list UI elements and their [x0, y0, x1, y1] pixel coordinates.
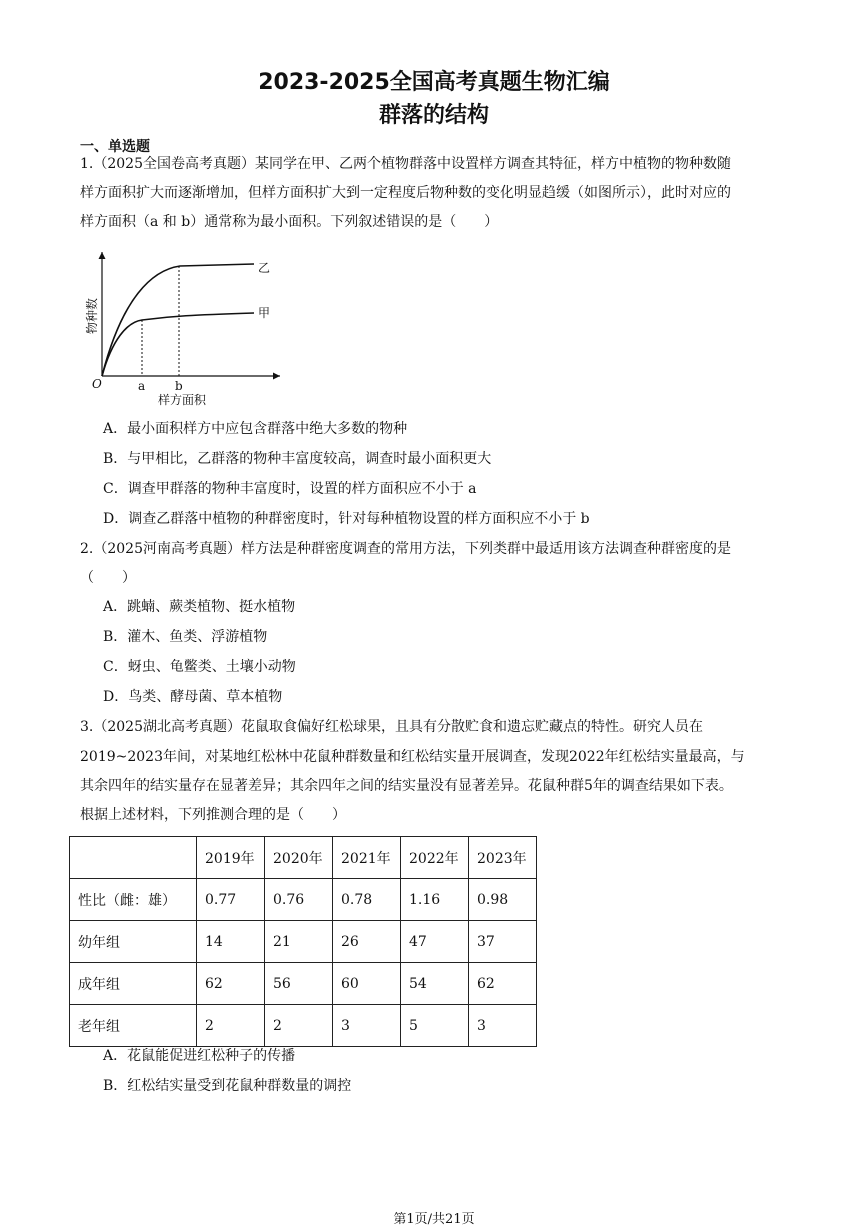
- y-axis-label: 物种数: [85, 297, 99, 334]
- question-1-stem-line-3: 样方面积（a 和 b）通常称为最小面积。下列叙述错误的是（ ）: [80, 214, 499, 230]
- series-label-jia: 甲: [258, 306, 271, 320]
- table-header-cell: 2023年: [469, 837, 537, 879]
- table-header-cell: 2022年: [401, 837, 469, 879]
- table-header-cell: [70, 837, 197, 879]
- question-2-option-c: C．蚜虫、龟鳖类、土壤小动物: [103, 659, 296, 675]
- table-row: [70, 963, 537, 1005]
- question-1-option-b: B．与甲相比，乙群落的物种丰富度较高，调查时最小面积更大: [103, 451, 492, 467]
- table-header-cell: 2021年: [333, 837, 401, 879]
- table-cell: 54: [401, 963, 469, 1005]
- table-row-label: 成年组: [70, 963, 197, 1005]
- table-row: [70, 1005, 537, 1047]
- table-cell: 62: [197, 963, 265, 1005]
- species-area-chart: [82, 248, 302, 408]
- question-1-option-c: C．调查甲群落的物种丰富度时，设置的样方面积应不小于 a: [103, 481, 477, 497]
- table-cell: 60: [333, 963, 401, 1005]
- document-subtitle: 群落的结构: [378, 103, 489, 128]
- x-axis-label: 样方面积: [158, 393, 207, 407]
- table-cell: 21: [265, 921, 333, 963]
- table-row: [70, 879, 537, 921]
- question-2-option-a: A．跳蝻、蕨类植物、挺水植物: [103, 599, 296, 615]
- table-cell: 0.77: [197, 879, 265, 921]
- question-1-stem-line-2: 样方面积扩大而逐渐增加，但样方面积扩大到一定程度后物种数的变化明显趋缓（如图所示），此时对应的: [80, 185, 731, 201]
- table-cell: 37: [469, 921, 537, 963]
- question-1-option-d: D．调查乙群落中植物的种群密度时，针对每种植物设置的样方面积应不小于 b: [103, 511, 590, 527]
- squirrel-population-table: [69, 836, 537, 1047]
- question-1-stem-line-1: 1.（2025全国卷高考真题）某同学在甲、乙两个植物群落中设置样方调查其特征，样方中植物的物种数随: [80, 156, 731, 172]
- table-cell: 0.78: [333, 879, 401, 921]
- page-number: 第1页/共21页: [393, 1212, 475, 1227]
- question-3-stem-line-2: 2019~2023年间，对某地红松林中花鼠种群数量和红松结实量开展调查，发现2022年红松结实量最高，与: [80, 749, 745, 765]
- table-row-label: 幼年组: [70, 921, 197, 963]
- table-header-row: [70, 837, 537, 879]
- table-cell: 0.98: [469, 879, 537, 921]
- table-cell: 62: [469, 963, 537, 1005]
- question-3-option-a: A．花鼠能促进红松种子的传播: [103, 1048, 296, 1064]
- question-3-stem-line-4: 根据上述材料，下列推测合理的是（ ）: [80, 807, 346, 823]
- table-cell: 0.76: [265, 879, 333, 921]
- table-header-cell: 2019年: [197, 837, 265, 879]
- origin-label: O: [92, 377, 102, 391]
- x-tick-a: a: [138, 379, 146, 393]
- x-tick-b: b: [175, 379, 183, 393]
- table-cell: 5: [401, 1005, 469, 1047]
- question-3-stem-line-3: 其余四年的结实量存在显著差异；其余四年之间的结实量没有显著差异。花鼠种群5年的调查结果如下表。: [80, 778, 733, 794]
- table-cell: 56: [265, 963, 333, 1005]
- document-title: 2023-2025全国高考真题生物汇编: [258, 70, 610, 95]
- table-header-cell: 2020年: [265, 837, 333, 879]
- table-cell: 47: [401, 921, 469, 963]
- question-3-stem-line-1: 3.（2025湖北高考真题）花鼠取食偏好红松球果，且具有分散贮食和遗忘贮藏点的特性。研究人员在: [80, 719, 703, 735]
- table-row-label: 性比（雌：雄）: [70, 879, 197, 921]
- table-cell: 3: [469, 1005, 537, 1047]
- question-2-stem-line-1: 2.（2025河南高考真题）样方法是种群密度调查的常用方法，下列类群中最适用该方法调查种群密度的是: [80, 541, 731, 557]
- table-cell: 1.16: [401, 879, 469, 921]
- question-2-option-d: D．鸟类、酵母菌、草本植物: [103, 689, 283, 705]
- series-label-yi: 乙: [258, 261, 271, 275]
- question-2-option-b: B．灌木、鱼类、浮游植物: [103, 629, 268, 645]
- table-cell: 2: [197, 1005, 265, 1047]
- question-2-stem-line-2: （ ）: [80, 570, 136, 586]
- table-cell: 2: [265, 1005, 333, 1047]
- series-jia-curve: [102, 313, 254, 376]
- table-row: [70, 921, 537, 963]
- series-yi-curve: [102, 264, 254, 376]
- table-cell: 3: [333, 1005, 401, 1047]
- question-3-option-b: B．红松结实量受到花鼠种群数量的调控: [103, 1078, 352, 1094]
- table-row-label: 老年组: [70, 1005, 197, 1047]
- table-cell: 14: [197, 921, 265, 963]
- table-cell: 26: [333, 921, 401, 963]
- section-heading: 一、单选题: [80, 139, 150, 155]
- question-1-option-a: A．最小面积样方中应包含群落中绝大多数的物种: [103, 421, 408, 437]
